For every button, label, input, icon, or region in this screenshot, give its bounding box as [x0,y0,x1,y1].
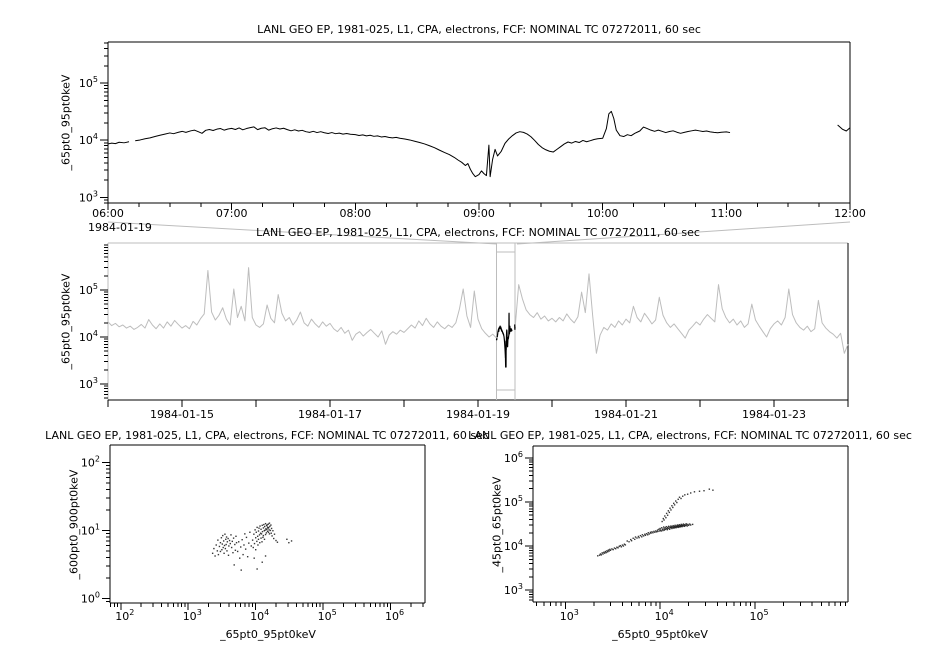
svg-text:100: $10^0$ [80,590,100,606]
panel4-x-axis-label: _65pt0_95pt0keV [612,628,708,641]
panel-scatter-600-900[interactable] [81,445,425,623]
panel3-title: LANL GEO EP, 1981-025, L1, CPA, electrons, FCF: NOMINAL TC 07272011, 60 sec [45,429,489,442]
panel3-x-axis-label: _65pt0_95pt0keV [220,628,316,641]
svg-text:104: $10^4$ [250,608,270,623]
panel-scatter-45-65[interactable] [504,446,848,623]
svg-text:105: $10^5$ [749,608,769,623]
svg-text:104: $10^4$ [503,538,523,554]
svg-text:06:00: 06:00 [92,207,124,220]
svg-text:105: $10^5$ [78,282,98,298]
zoom-range-box[interactable] [497,243,516,400]
svg-text:105: $10^5$ [78,75,98,91]
svg-text:1984-01-21: 1984-01-21 [594,408,658,421]
svg-text:1984-01-17: 1984-01-17 [298,408,362,421]
panel2-y-axis-label: _65pt0_95pt0keV [59,273,73,370]
panel-top-timeseries[interactable] [79,42,866,220]
svg-text:103: $10^3$ [503,582,523,598]
svg-text:106: $10^6$ [503,449,523,465]
svg-text:1984-01-15: 1984-01-15 [150,408,214,421]
highlighted-interval-trace [497,313,512,367]
svg-text:10:00: 10:00 [586,207,619,220]
svg-text:103: $10^3$ [78,189,98,205]
panel1-context-date-label: 1984-01-19 [88,221,152,234]
_65pt0_95pt0keV [135,111,730,176]
svg-text:104: $10^4$ [654,608,674,623]
svg-text:102: $10^2$ [115,608,135,623]
panel3-y-axis-label: _600pt0_900pt0keV [67,469,81,580]
panel4-title: LANL GEO EP, 1981-025, L1, CPA, electrons, FCF: NOMINAL TC 07272011, 60 sec [468,429,912,442]
svg-text:07:00: 07:00 [215,207,248,220]
_65pt0_95pt0keV_context [515,274,848,353]
svg-text:08:00: 08:00 [339,207,372,220]
svg-text:12:00: 12:00 [834,207,866,220]
svg-text:104: $10^4$ [78,132,98,148]
svg-text:106: $10^6$ [385,608,405,623]
panel4-y-axis-label: _45pt0_65pt0keV [490,476,504,573]
svg-text:1984-01-23: 1984-01-23 [742,408,806,421]
svg-text:103: $10^3$ [78,376,98,392]
svg-text:104: $10^4$ [78,329,98,345]
svg-text:105: $10^5$ [503,493,523,509]
_65pt0_95pt0keV [838,125,850,131]
svg-text:101: $10^1$ [80,522,100,538]
svg-text:11:00: 11:00 [710,207,743,220]
panel2-title: LANL GEO EP, 1981-025, L1, CPA, electrons, FCF: NOMINAL TC 07272011, 60 sec [256,226,700,239]
panel1-title: LANL GEO EP, 1981-025, L1, CPA, electrons, FCF: NOMINAL TC 07272011, 60 sec [257,23,701,36]
panel1-y-axis-label: _65pt0_95pt0keV [59,74,73,171]
_65pt0_95pt0keV_context [108,268,497,345]
svg-text:103: $10^3$ [182,608,202,623]
svg-text:102: $10^2$ [80,454,100,470]
svg-text:105: $10^5$ [317,608,337,623]
svg-text:1984-01-19: 1984-01-19 [446,408,510,421]
svg-text:103: $10^3$ [559,608,579,623]
_65pt0_95pt0keV [108,142,129,144]
panel-context-overview[interactable] [79,243,848,421]
svg-text:09:00: 09:00 [463,207,495,220]
highlighted-interval-trace [497,338,498,340]
